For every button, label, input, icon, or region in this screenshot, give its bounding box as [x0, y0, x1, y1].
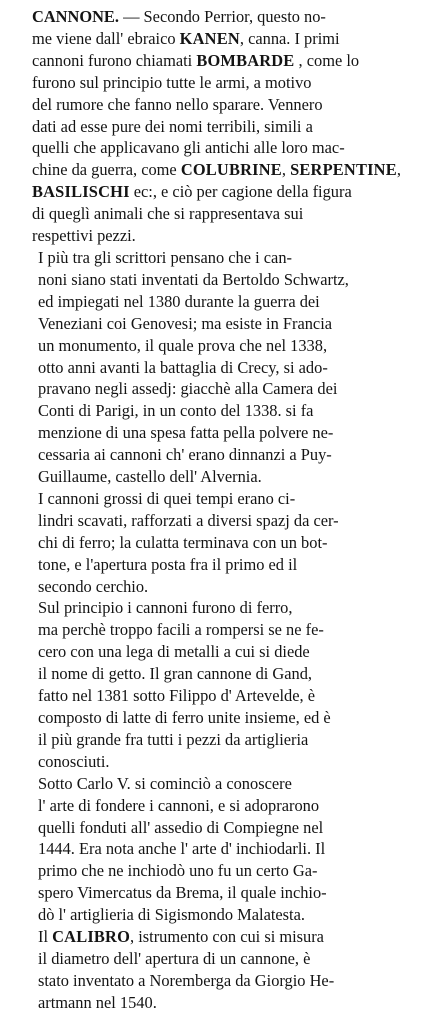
- text-line: dò l' artiglieria di Sigismondo Malatesta.: [38, 905, 305, 925]
- text-line: respettivi pezzi.: [32, 226, 136, 246]
- text-line: me viene dall' ebraico KANEN, canna. I primi: [32, 28, 340, 48]
- text-line: del rumore che fanno nello sparare. Vennero: [32, 94, 323, 114]
- text-line: Guillaume, castello dell' Alvernia.: [38, 467, 262, 487]
- text-line: cero con una lega di metalli a cui si diede: [38, 642, 310, 662]
- paragraph-casting: [20, 773, 412, 926]
- text-line: Il CALIBRO, istrumento con cui si misura: [38, 927, 324, 947]
- text-line: I cannoni grossi di quei tempi erano ci-: [38, 488, 296, 508]
- text-line: ma perchè troppo facili a rompersi se ne fe-: [38, 620, 324, 640]
- text-line: stato inventato a Noremberga da Giorgio He-: [38, 970, 335, 990]
- paragraph-intro: [20, 6, 412, 247]
- text-line: lindri scavati, rafforzati a diversi spazj da cer-: [38, 510, 339, 530]
- text-line: BASILISCHI ec:, e ciò per cagione della figura: [32, 182, 352, 202]
- text-line: Sul principio i cannoni furono di ferro,: [38, 598, 293, 618]
- text-line: furono sul principio tutte le armi, a motivo: [32, 72, 312, 92]
- paragraph-materials: [20, 597, 412, 772]
- text-line: quelli fonduti all' assedio di Compiegne nel: [38, 817, 324, 837]
- text-line: un monumento, il quale prova che nel 1338,: [38, 335, 328, 355]
- text-line: chi di ferro; la culatta terminava con un bot-: [38, 532, 328, 552]
- text-line: conosciuti.: [38, 751, 110, 771]
- text-line: cannoni furono chiamati BOMBARDE , come lo: [32, 50, 360, 70]
- text-line: quelli che applicavano gli antichi alle loro mac-: [32, 138, 345, 158]
- text-line: l' arte di fondere i cannoni, e si adoprarono: [38, 795, 320, 815]
- text-line: spero Vimercatus da Brema, il quale inchio-: [38, 883, 327, 903]
- text-line: pravano negli assedj: giacchè alla Camera dei: [38, 379, 338, 399]
- text-line: dati ad esse pure dei nomi terribili, simili a: [32, 116, 313, 136]
- article-page: [20, 6, 412, 1014]
- text-line: otto anni avanti la battaglia di Crecy, si ado-: [38, 357, 328, 377]
- text-line: Veneziani coi Genovesi; ma esiste in Francia: [38, 313, 333, 333]
- paragraph-construction: [20, 488, 412, 598]
- text-line: CANNONE. — Secondo Perrior, questo no-: [32, 7, 326, 26]
- text-line: Sotto Carlo V. si cominciò a conoscere: [38, 773, 292, 793]
- text-line: primo che ne inchiodò uno fu un certo Ga-: [38, 861, 318, 881]
- text-line: di queglì animali che si rappresentava sui: [32, 204, 304, 224]
- text-line: il nome di getto. Il gran cannone di Gand,: [38, 664, 313, 684]
- text-line: cessaria ai cannoni ch' erano dinnanzi a Puy-: [38, 445, 332, 465]
- text-line: tone, e l'apertura posta fra il primo ed il: [38, 554, 298, 574]
- paragraph-calibro: [20, 926, 412, 1014]
- paragraph-invention: [20, 247, 412, 488]
- text-line: I più tra gli scrittori pensano che i can-: [38, 247, 292, 267]
- text-line: chine da guerra, come COLUBRINE, SERPENTINE,: [32, 160, 401, 180]
- text-line: 1444. Era nota anche l' arte d' inchiodarli. Il: [38, 839, 326, 859]
- text-line: il diametro dell' apertura di un cannone, è: [38, 948, 311, 968]
- text-line: secondo cerchio.: [38, 576, 149, 596]
- text-line: fatto nel 1381 sotto Filippo d' Artevelde, è: [38, 686, 315, 706]
- text-line: il più grande fra tutti i pezzi da artiglieria: [38, 729, 309, 749]
- text-line: ed impiegati nel 1380 durante la guerra dei: [38, 291, 320, 311]
- text-line: artmann nel 1540.: [38, 992, 157, 1012]
- text-line: composto di latte di ferro unite insieme, ed è: [38, 708, 331, 727]
- text-line: Conti di Parigi, in un conto del 1338. si fa: [38, 401, 314, 421]
- text-line: menzione di una spesa fatta pella polvere ne-: [38, 423, 334, 443]
- text-line: noni siano stati inventati da Bertoldo Schwartz,: [38, 269, 349, 289]
